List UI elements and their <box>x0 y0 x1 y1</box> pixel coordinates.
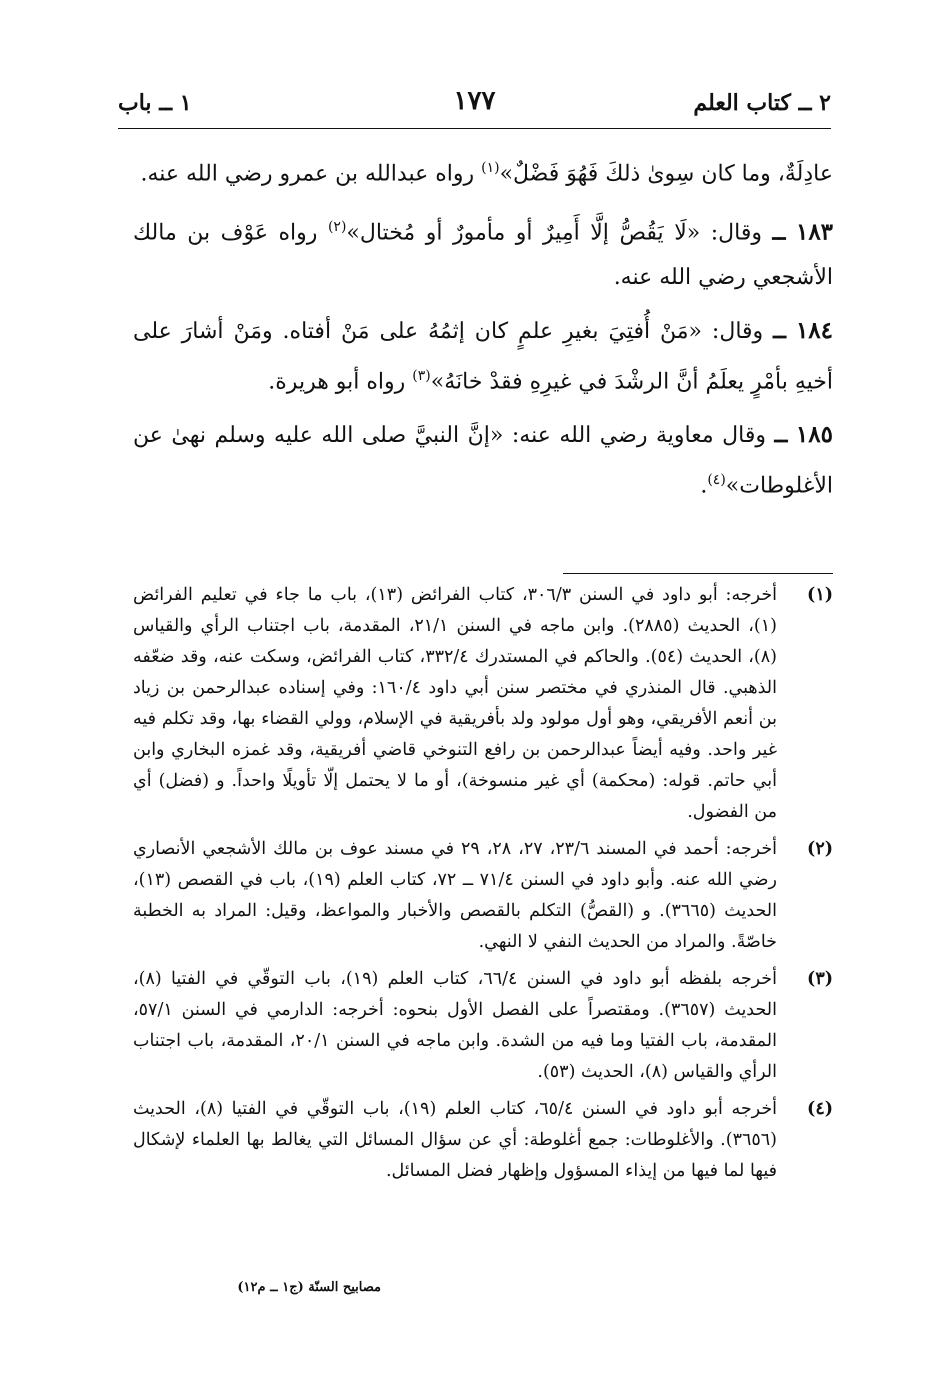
footnote-text: أخرجه: أبو داود في السنن ٣٠٦/٣، كتاب الفرائض (١٣)، باب ما جاء في تعليم الفرائض (١)، الحديث (٢٨٨٥). وابن ماجه في السنن ٢١/١، المقدمة، باب اجتناب الرأي والقياس (٨)، الحديث (٥٤). والحاكم في المستدرك ٣٣٢/٤، كتاب الفرائض، وسكت عنه، وقد ضعّفه الذهبي. قال المنذري في مختصر سنن أبي داود ١٦٠/٤: وفي إسناده عبدالرحمن بن زياد بن أنعم الأفريقي، وهو أول مولود ولد بأفريقية في الإسلام، وولي القضاء بها، وقد تكلم فيه غير واحد. وفيه أيضاً عبدالرحمن بن رافع التنوخي قاضي أفريقية، وقد غمزه البخاري وابن أبي حاتم. قوله: (محكمة) أي غير منسوخة)، أو ما لا يحتمل إلّا تأويلًا واحداً. و (فضل) أي من الفضول. <box>133 585 777 822</box>
paragraph-text: وقال معاوية رضي الله عنه: «إنَّ النبيَّ صلى الله عليه وسلم نهىٰ عن الأغلوطات» <box>133 422 833 499</box>
paragraph-text: وقال: «مَنْ أُفتِيَ بغيرِ علمٍ كان إثمُهُ على مَنْ أفتاه. ومَنْ أشارَ على أخيهِ بأمْرٍ يعلَمُ أنَّ الرشْدَ في غيرِهِ فقدْ خانَهُ» <box>133 318 833 394</box>
hadith-number: ١٨٣ <box>795 218 834 246</box>
hadith-number: ١٨٥ <box>795 420 833 448</box>
section-title: ١ ــ باب <box>118 90 192 116</box>
paragraph-text: عادِلَةٌ، وما كان سِوىٰ ذلكَ فَهُوَ فَضْلٌ» <box>499 161 833 187</box>
chapter-title: ٢ ــ كتاب العلم <box>693 90 831 116</box>
footnote-separator <box>563 573 833 574</box>
page-header <box>118 86 831 126</box>
paragraph-tail: رواه عَوْف بن مالك الأشجعي رضي الله عنه. <box>133 220 833 290</box>
hadith-183 <box>133 205 833 299</box>
footnote-4 <box>133 1094 833 1187</box>
footnote-ref: (١) <box>481 160 500 176</box>
footnote-text: أخرجه أبو داود في السنن ٦٥/٤، كتاب العلم (١٩)، باب التوقّي في الفتيا (٨)، الحديث (٣٦٥٦). والأغلوطات: جمع أغلوطة: أي عن سؤال المسائل التي يغالط بها العلماء لإشكال فيها لما فيها من إيذاء المسؤول وإظهار فضل المسائل. <box>133 1099 777 1181</box>
hadith-number: ١٨٤ <box>795 316 833 344</box>
paragraph-tail: . <box>700 473 708 499</box>
footnote-number: (٢) <box>807 839 833 859</box>
hadith-dash: ــ <box>774 421 788 448</box>
paragraph-tail: رواه أبو هريرة. <box>268 368 413 394</box>
footnote-number: (٣) <box>807 969 833 989</box>
hadith-dash: ــ <box>773 317 786 344</box>
footnote-3 <box>133 964 833 1088</box>
hadith-185 <box>133 413 833 508</box>
printer-signature: مصابيح السنّة (ج١ ــ م١٢) <box>237 1280 381 1295</box>
footnote-ref: (٢) <box>327 219 347 236</box>
footnote-ref: (٤) <box>707 471 726 488</box>
paragraph-continuation <box>133 146 833 196</box>
hadith-184 <box>133 309 833 404</box>
paragraph-tail: رواه عبدالله بن عمرو رضي الله عنه. <box>140 161 482 187</box>
footnote-text: أخرجه: أحمد في المسند ٢٣/٦، ٢٧، ٢٨، ٢٩ في مسند عوف بن مالك الأشجعي الأنصاري رضي الله عنه. وأبو داود في السنن ٧١/٤ ــ ٧٢، كتاب العلم (١٩)، باب في القصص (١٣)، الحديث (٣٦٦٥). و (القصُّ) التكلم بالقصص والأخبار والمواعظ، وقيل: المراد به الخطبة خاصّةً. والمراد من الحديث النفي لا النهي. <box>133 839 778 952</box>
footnote-text: أخرجه بلفظه أبو داود في السنن ٦٦/٤، كتاب العلم (١٩)، باب التوقّي في الفتيا (٨)، الحديث (٣٦٥٧). ومقتصراً على الفصل الأول بنحوه: أخرجه: الدارمي في السنن ٥٧/١، المقدمة، باب الفتيا وما فيه من الشدة. وابن ماجه في السنن ٢٠/١، المقدمة، باب اجتناب الرأي والقياس (٨)، الحديث (٥٣). <box>133 969 777 1082</box>
footnote-2 <box>133 834 833 958</box>
paragraph-text: وقال: «لَا يَقُصُّ إلَّا أَمِيرٌ أو مأمورٌ أو مُختال» <box>346 220 762 246</box>
hadith-dash: ــ <box>772 219 786 246</box>
footnote-number: (١) <box>807 585 833 605</box>
footnote-ref: (٣) <box>412 367 431 384</box>
header-rule <box>118 128 831 129</box>
main-text <box>133 146 833 517</box>
footnotes <box>133 580 833 1193</box>
footnote-1 <box>133 580 833 828</box>
page-number: ١٧٧ <box>453 86 496 116</box>
footnote-number: (٤) <box>807 1099 833 1119</box>
